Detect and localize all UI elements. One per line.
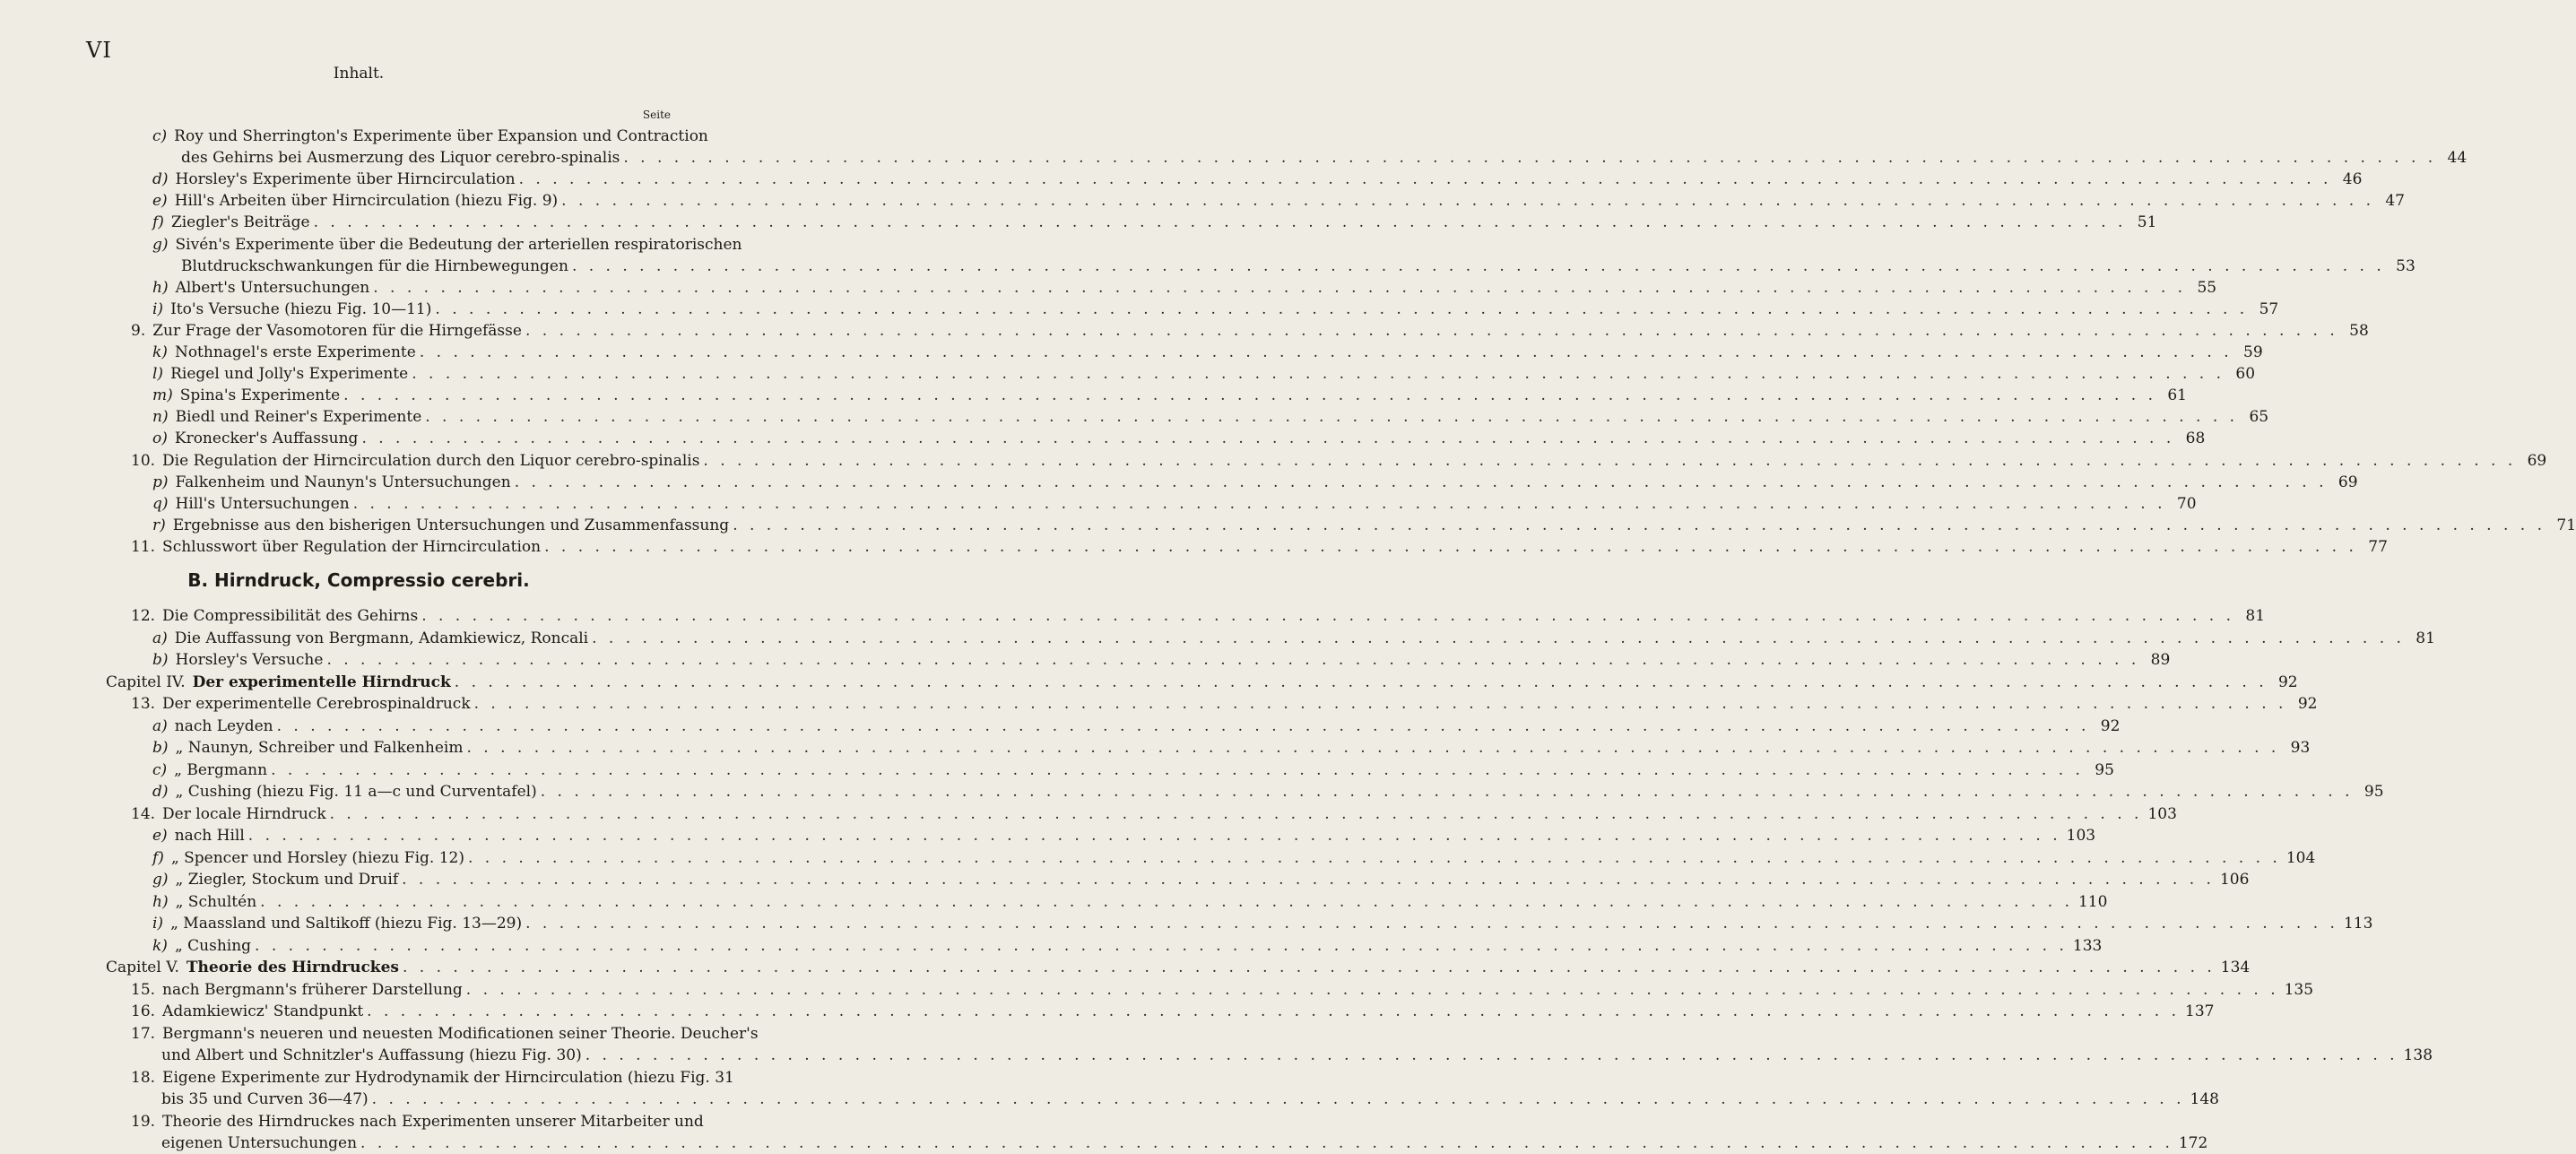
leader-dots (373, 277, 2186, 299)
page-ref: 92 (2277, 672, 2298, 691)
page-ref: 95 (2095, 760, 2114, 779)
entry-text: „ Naunyn, Schreiber und Falkenheim (175, 739, 464, 757)
entry-text: Riegel und Jolly's Experimente (170, 365, 409, 384)
page-ref: 137 (2185, 1002, 2215, 1020)
leader-dots (468, 847, 2281, 869)
entry-text-continued: und Albert und Schnitzler's Auffassung (hiezu Fig. 30) (161, 1046, 582, 1064)
page-ref: 81 (2416, 629, 2435, 647)
leader-dots (412, 363, 2225, 385)
toc-entry (131, 803, 2177, 825)
toc-entry (152, 169, 2363, 190)
page-ref: 134 (2220, 959, 2251, 976)
toc-entry (152, 515, 2576, 536)
entry-number: 19. (131, 1112, 156, 1131)
entry-letter: b) (152, 651, 169, 669)
entry-text: Hill's Arbeiten über Hirncirculation (hiezu Fig. 9) (174, 192, 559, 211)
entry-text: Zur Frage der Vasomotoren für die Hirngefässe (152, 321, 522, 340)
leader-dots (544, 536, 2357, 558)
leader-dots (435, 299, 2248, 320)
page-ref: 58 (2349, 321, 2369, 340)
page-number: VI (86, 38, 112, 63)
entry-number: 15. (131, 980, 156, 999)
entry-text-continued: Blutdruckschwankungen für die Hirnbewegungen (181, 256, 568, 275)
entry-text: Nothnagel's erste Experimente (174, 343, 416, 361)
page-ref: 46 (2342, 170, 2363, 189)
page-ref: 69 (2337, 473, 2358, 491)
leader-dots (474, 693, 2287, 715)
entry-text: Eigene Experimente zur Hydrodynamik der Hirncirculation (hiezu Fig. 31 (162, 1068, 734, 1087)
leader-dots (277, 716, 2090, 737)
page-ref: 68 (2185, 429, 2206, 448)
toc-entry (131, 605, 2266, 627)
toc-entry (106, 672, 2298, 693)
entry-letter: k) (152, 343, 168, 361)
entry-number: 12. (131, 607, 156, 625)
entry-letter: a) (152, 629, 168, 647)
entry-text: Kronecker's Auffassung (174, 429, 359, 448)
entry-text: Bergmann's neueren und neuesten Modificationen seiner Theorie. Deucher's (162, 1024, 759, 1043)
entry-number: 11. (131, 537, 156, 556)
toc-entry (131, 693, 2318, 715)
entry-number: 10. (131, 451, 156, 470)
entry-text: „ Maassland und Saltikoff (hiezu Fig. 13—29) (170, 915, 523, 933)
leader-dots (572, 256, 2385, 277)
toc-entry (131, 979, 2314, 1001)
page-ref: 138 (2403, 1046, 2433, 1064)
page-ref: 104 (2285, 848, 2316, 867)
page-ref: 47 (2385, 192, 2405, 211)
leader-dots (255, 935, 2068, 957)
toc-entry (152, 825, 2096, 846)
entry-letter: g) (152, 871, 169, 889)
entry-text: Die Auffassung von Bergmann, Adamkiewicz, Roncali (174, 629, 589, 647)
entry-text: Die Regulation der Hirncirculation durch den Liquor cerebro-spinalis (162, 451, 700, 470)
entry-letter: o) (152, 429, 168, 448)
leader-dots (733, 515, 2546, 536)
entry-text: Die Compressibilität des Gehirns (162, 607, 419, 625)
toc-entry (131, 536, 2388, 558)
entry-letter: n) (152, 408, 169, 427)
page-ref: 135 (2284, 980, 2314, 999)
section-b-title: B. Hirndruck, Compressio cerebri. (187, 569, 530, 591)
page-ref: 103 (2147, 804, 2177, 823)
entry-text: Der locale Hirndruck (162, 804, 326, 823)
page-ref: 81 (2245, 607, 2266, 625)
toc-entry (152, 472, 2358, 493)
entry-letter: f) (152, 848, 164, 867)
page-ref: 77 (2368, 537, 2388, 556)
leader-dots (420, 342, 2233, 363)
leader-dots (326, 649, 2139, 671)
entry-letter: q) (152, 494, 169, 513)
leader-dots (515, 472, 2328, 493)
page-ref: 44 (2447, 149, 2468, 167)
page-ref: 95 (2364, 783, 2384, 801)
toc-entry (152, 935, 2103, 957)
entry-number: 13. (131, 695, 156, 713)
page-ref: 92 (2297, 695, 2318, 713)
toc-entry (152, 847, 2316, 869)
entry-letter: b) (152, 739, 169, 757)
toc-entry (131, 1023, 2433, 1066)
page-ref: 55 (2197, 278, 2217, 297)
entry-text: „ Cushing (hiezu Fig. 11 a—c und Curventafel) (175, 783, 537, 801)
toc-entry (131, 450, 2547, 472)
toc-entry (152, 299, 2279, 320)
leader-dots (330, 803, 2143, 825)
page-ref: 92 (2100, 716, 2121, 735)
toc-entry (131, 1111, 2208, 1154)
toc-entry (152, 363, 2256, 385)
toc-entry (131, 1067, 2219, 1110)
entry-text: Horsley's Experimente über Hirncirculation (175, 170, 516, 189)
page-ref: 106 (2219, 871, 2250, 889)
entry-text: „ Cushing (174, 936, 252, 955)
entry-number: Capitel IV. (106, 672, 186, 691)
entry-letter: d) (152, 783, 169, 801)
leader-dots (421, 605, 2234, 627)
page-ref: 113 (2343, 915, 2373, 933)
page-ref: 70 (2176, 494, 2197, 513)
page-ref: 89 (2150, 651, 2171, 669)
toc-entry (106, 957, 2251, 978)
page-ref: 148 (2190, 1089, 2219, 1108)
entry-number: 18. (131, 1068, 156, 1087)
leader-dots (367, 1001, 2180, 1022)
leader-dots (260, 891, 2073, 913)
leader-dots (314, 212, 2127, 233)
toc-entry (152, 913, 2373, 934)
toc-entry (131, 320, 2369, 342)
entry-number: 17. (131, 1024, 156, 1043)
entry-letter: m) (152, 386, 173, 405)
toc-entry (131, 1001, 2215, 1022)
page-ref: 61 (2167, 386, 2187, 405)
page-ref: 65 (2249, 408, 2269, 427)
toc-entry (152, 428, 2206, 449)
leader-dots (248, 825, 2061, 846)
toc-entry (152, 716, 2121, 737)
page-ref: 133 (2072, 936, 2103, 955)
leader-dots (525, 913, 2338, 934)
page-ref: 103 (2066, 827, 2096, 845)
entry-number: 16. (131, 1002, 156, 1020)
entry-letter: l) (152, 365, 164, 384)
leader-dots (466, 979, 2279, 1001)
entry-text: Spina's Experimente (179, 386, 341, 405)
leader-dots (525, 320, 2338, 342)
leader-dots (592, 628, 2405, 649)
entry-letter: r) (152, 516, 166, 534)
leader-dots (403, 957, 2216, 978)
toc-entry (152, 406, 2269, 428)
entry-text: „ Schultén (175, 892, 257, 911)
toc-entry (152, 891, 2108, 913)
leader-dots (360, 1132, 2173, 1154)
leader-dots (425, 406, 2238, 428)
entry-text: Albert's Untersuchungen (175, 278, 370, 297)
entry-letter: h) (152, 892, 169, 911)
entry-text: Hill's Untersuchungen (175, 494, 350, 513)
leader-dots (455, 672, 2268, 693)
entry-text: Roy und Sherrington's Experimente über Expansion und Contraction (174, 127, 708, 145)
entry-text: nach Hill (174, 827, 245, 845)
toc-entry (152, 649, 2171, 671)
page-ref: 172 (2178, 1133, 2208, 1152)
entry-letter: e) (152, 192, 168, 211)
entry-letter: d) (152, 170, 169, 189)
leader-dots (541, 781, 2354, 803)
entry-text: Theorie des Hirndruckes nach Experimenten unserer Mitarbeiter und (162, 1112, 704, 1131)
entry-letter: c) (152, 760, 168, 779)
entry-number: Capitel V. (106, 959, 179, 976)
entry-text-continued: eigenen Untersuchungen (161, 1133, 358, 1152)
entry-number: 14. (131, 804, 156, 823)
page-ref: 57 (2259, 299, 2279, 318)
entry-text: Der experimentelle Hirndruck (192, 672, 451, 691)
entry-text: Sivén's Experimente über die Bedeutung der arteriellen respiratorischen (175, 235, 742, 254)
toc-entry (152, 126, 2468, 169)
seite-label: Seite (642, 108, 671, 121)
leader-dots (372, 1089, 2185, 1110)
entry-text: nach Bergmann's früherer Darstellung (162, 980, 463, 999)
toc-entry (152, 190, 2405, 212)
toc-entry (152, 234, 2416, 277)
entry-letter: h) (152, 278, 169, 297)
toc-entry (152, 869, 2250, 890)
entry-text: Adamkiewicz' Standpunkt (162, 1002, 364, 1020)
entry-letter: a) (152, 716, 168, 735)
page-ref: 110 (2077, 892, 2108, 911)
entry-letter: k) (152, 936, 168, 955)
toc-entry (152, 493, 2197, 515)
entry-text: Biedl und Reiner's Experimente (175, 408, 422, 427)
toc-entry (152, 212, 2157, 233)
page-ref: 60 (2235, 365, 2256, 384)
leader-dots (561, 190, 2374, 212)
page-ref: 59 (2243, 343, 2263, 361)
leader-dots (402, 869, 2215, 890)
toc-entry (152, 781, 2384, 803)
entry-text: „ Ziegler, Stockum und Druif (175, 871, 399, 889)
entry-text: Ito's Versuche (hiezu Fig. 10—11) (170, 299, 432, 318)
toc-entry (152, 342, 2263, 363)
entry-letter: g) (152, 235, 169, 254)
leader-dots (585, 1045, 2398, 1066)
leader-dots (271, 759, 2084, 781)
running-head: Inhalt. (333, 65, 385, 82)
entry-text: nach Leyden (174, 716, 273, 735)
entry-text: Ergebnisse aus den bisherigen Untersuchungen und Zusammenfassung (172, 516, 730, 534)
leader-dots (623, 147, 2436, 169)
leader-dots (353, 493, 2166, 515)
entry-text: „ Bergmann (174, 760, 268, 779)
entry-text-continued: bis 35 und Curven 36—47) (161, 1089, 369, 1108)
toc-entry (152, 759, 2114, 781)
page-ref: 51 (2137, 213, 2157, 232)
entry-number: 9. (131, 321, 146, 340)
entry-letter: f) (152, 213, 164, 232)
leader-dots (703, 450, 2516, 472)
leader-dots (466, 737, 2279, 759)
entry-text: Ziegler's Beiträge (170, 213, 310, 232)
page-ref: 53 (2396, 256, 2416, 275)
entry-letter: e) (152, 827, 168, 845)
entry-text: Horsley's Versuche (175, 651, 324, 669)
entry-letter: p) (152, 473, 169, 491)
toc-entry (152, 385, 2187, 406)
page-ref: 71 (2556, 516, 2576, 534)
entry-letter: c) (152, 127, 168, 145)
entry-text: Schlusswort über Regulation der Hirncirculation (162, 537, 542, 556)
entry-letter: i) (152, 299, 164, 318)
entry-letter: i) (152, 915, 164, 933)
toc-entry (152, 737, 2311, 759)
leader-dots (361, 428, 2174, 449)
page-ref: 93 (2290, 739, 2311, 757)
entry-text-continued: des Gehirns bei Ausmerzung des Liquor cerebro-spinalis (181, 149, 620, 167)
leader-dots (343, 385, 2156, 406)
entry-text: Theorie des Hirndruckes (186, 959, 399, 976)
entry-text: Der experimentelle Cerebrospinaldruck (162, 695, 471, 713)
leader-dots (519, 169, 2332, 190)
toc-entry (152, 277, 2217, 299)
entry-text: Falkenheim und Naunyn's Untersuchungen (175, 473, 511, 491)
toc-entry (152, 628, 2435, 649)
entry-text: „ Spencer und Horsley (hiezu Fig. 12) (170, 848, 464, 867)
page-ref: 69 (2527, 451, 2547, 470)
